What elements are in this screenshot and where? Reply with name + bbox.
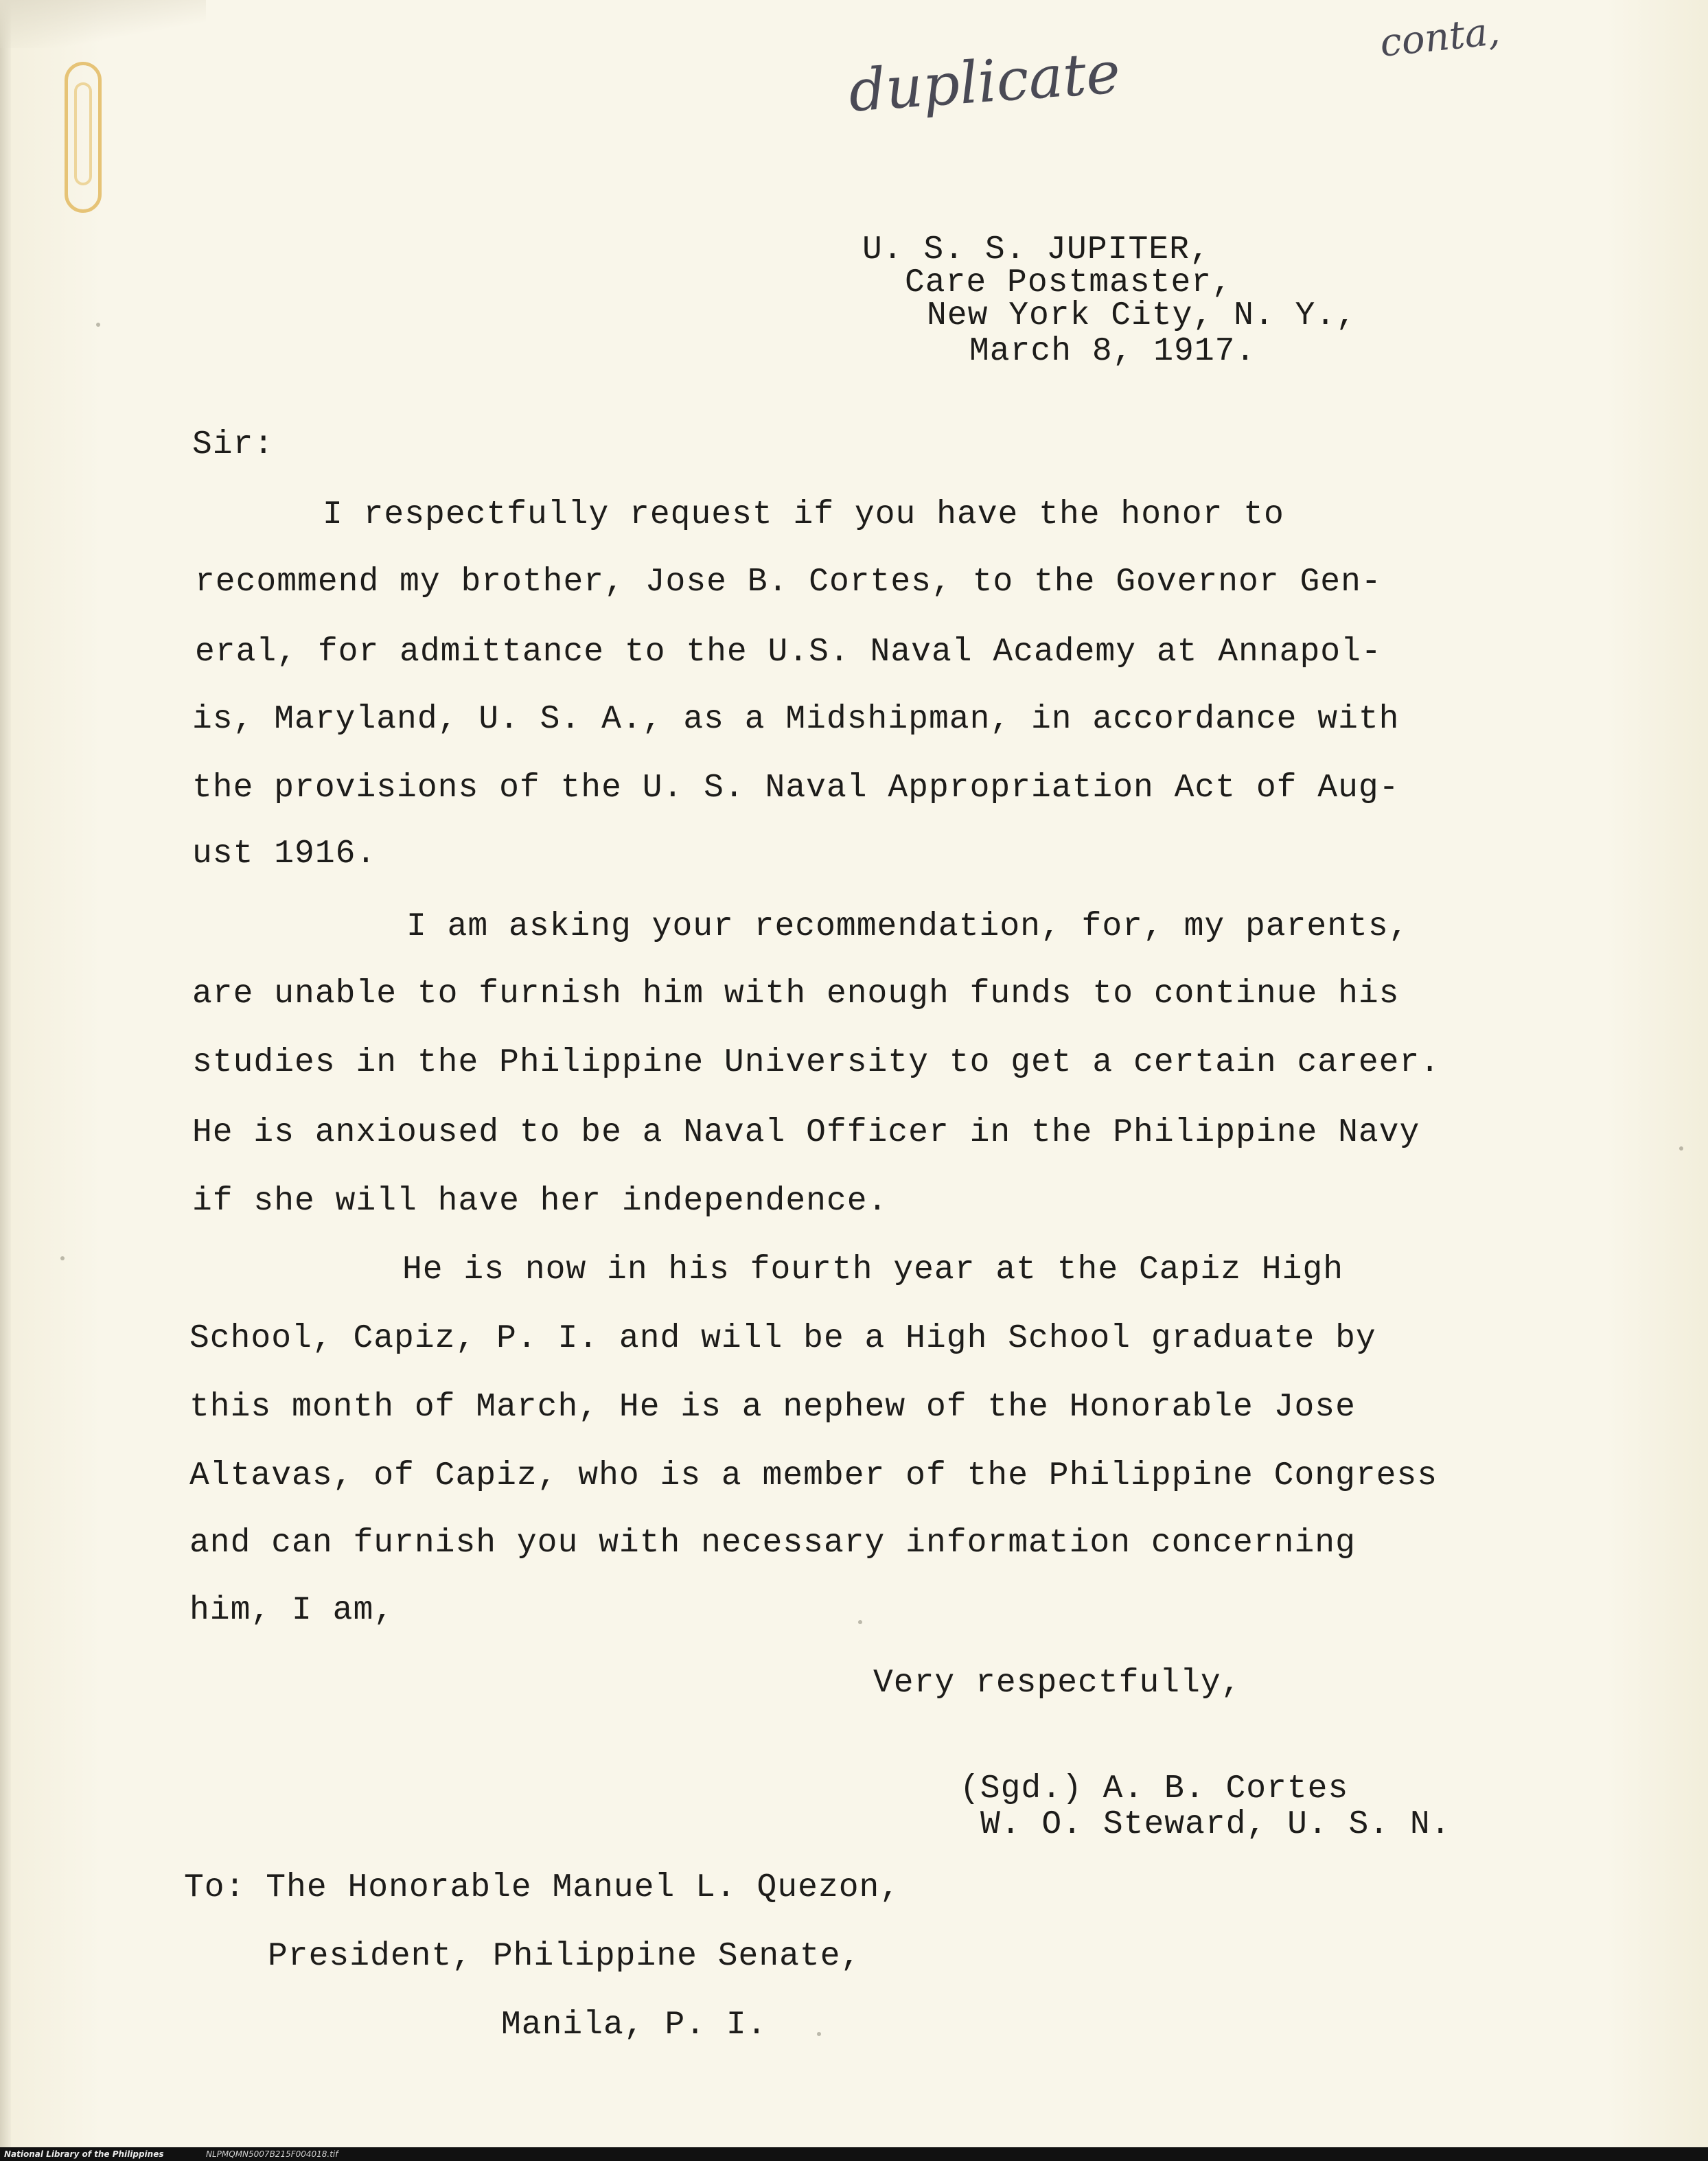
body-line: I am asking your recommendation, for, my parents,: [406, 908, 1409, 945]
signature-name: (Sgd.) A. B. Cortes: [960, 1770, 1349, 1807]
header-line-date: March 8, 1917.: [969, 333, 1256, 370]
body-line: are unable to furnish him with enough funds to continue his: [192, 975, 1400, 1013]
body-line: and can furnish you with necessary information concerning: [189, 1525, 1356, 1562]
body-line: School, Capiz, P. I. and will be a High School graduate by: [189, 1320, 1376, 1357]
recipient-line-office: President, Philippine Senate,: [268, 1938, 862, 1975]
archive-file-id: NLPMQMN5007B215F004018.tif: [206, 2149, 338, 2159]
handwritten-duplicate-note: duplicate: [846, 38, 1122, 125]
body-line: Altavas, of Capiz, who is a member of the Philippine Congress: [189, 1457, 1438, 1494]
closing: Very respectfully,: [873, 1665, 1242, 1702]
recipient-line-name: To: The Honorable Manuel L. Quezon,: [184, 1869, 901, 1906]
signature-title: W. O. Steward, U. S. N.: [980, 1806, 1451, 1843]
page-left-edge: [0, 0, 11, 2161]
scan-speck: [817, 2032, 821, 2036]
scan-speck: [1679, 1146, 1683, 1151]
body-line: He is now in his fourth year at the Capiz High: [402, 1251, 1344, 1288]
header-line-ship: U. S. S. JUPITER,: [862, 231, 1210, 268]
body-line: him, I am,: [189, 1592, 395, 1629]
scan-speck: [96, 323, 100, 327]
body-line: studies in the Philippine University to get a certain career.: [192, 1044, 1441, 1081]
body-line: the provisions of the U. S. Naval Appropriation Act of Aug-: [192, 770, 1400, 807]
body-line: recommend my brother, Jose B. Cortes, to the Governor Gen-: [195, 564, 1382, 601]
handwritten-corner-note: conta,: [1378, 9, 1502, 66]
body-line: if she will have her independence.: [192, 1183, 888, 1220]
header-line-postmaster: Care Postmaster,: [905, 264, 1232, 301]
archive-name: National Library of the Philippines: [4, 2149, 164, 2159]
torn-corner: [0, 0, 206, 48]
body-line: is, Maryland, U. S. A., as a Midshipman, in accordance with: [192, 701, 1400, 738]
body-line: I respectfully request if you have the honor to: [323, 496, 1284, 533]
scan-speck: [858, 1620, 862, 1624]
body-line: ust 1916.: [192, 835, 377, 873]
body-line: this month of March, He is a nephew of the Honorable Jose: [189, 1389, 1356, 1426]
body-line: eral, for admittance to the U.S. Naval Academy at Annapol-: [195, 634, 1382, 671]
scan-speck: [60, 1256, 65, 1260]
header-line-city: New York City, N. Y.,: [927, 297, 1357, 334]
recipient-line-city: Manila, P. I.: [501, 2007, 768, 2044]
paperclip-inner-mark: [74, 82, 92, 185]
salutation: Sir:: [192, 426, 275, 463]
body-line: He is anxioused to be a Naval Officer in the Philippine Navy: [192, 1114, 1420, 1151]
